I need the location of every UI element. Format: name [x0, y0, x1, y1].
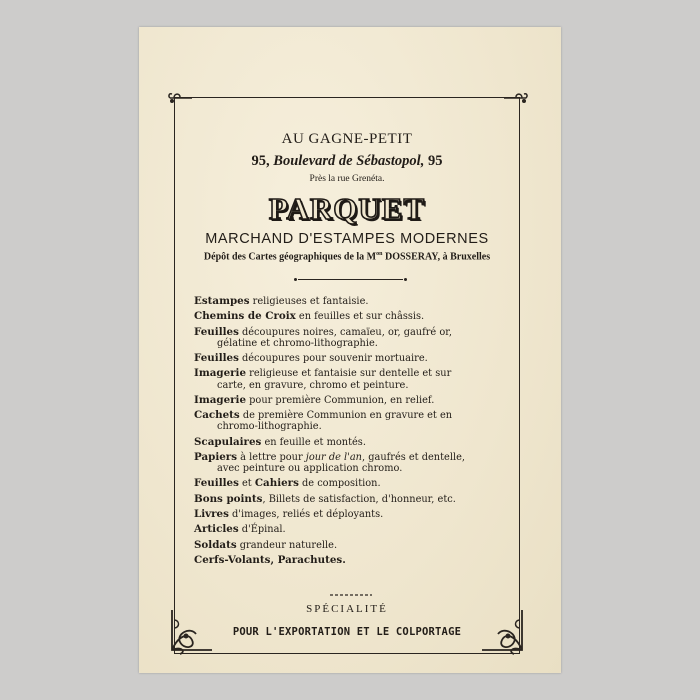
- address-street: Boulevard de Sébastopol,: [273, 153, 425, 169]
- product-list: [194, 296, 512, 570]
- item-text: religieuses et fantaisie.: [249, 296, 369, 307]
- depot-line: [174, 251, 520, 262]
- depot-sup: on: [376, 251, 383, 257]
- depot-prefix: Dépôt des Cartes géographiques de la M: [203, 251, 377, 263]
- corner-ornament-top-left-icon: [166, 90, 196, 114]
- item-text: à lettre pour: [237, 451, 306, 463]
- list-item: [194, 353, 512, 364]
- address-near: Près la rue Grenéta.: [309, 174, 385, 184]
- item-keyword: Livres: [194, 508, 229, 521]
- item-text: de première Communion en gravure et en: [239, 410, 453, 422]
- export-line: POUR L'EXPORTATION ET LE COLPORTAGE: [232, 626, 462, 638]
- item-continuation: gélatine et chromo-lithographie.: [217, 337, 378, 349]
- item-continuation: avec peinture ou application chromo.: [217, 463, 403, 475]
- brand-name-text: PARQUET: [268, 191, 426, 226]
- list-item: [194, 368, 512, 390]
- shop-address: [174, 153, 520, 170]
- item-keyword-secondary: Cahiers: [254, 477, 299, 490]
- item-keyword: Articles: [194, 523, 239, 536]
- item-text-after: , gaufrés et dentelle,: [361, 451, 466, 463]
- item-text-after: de composition.: [298, 478, 381, 490]
- list-item: [194, 478, 512, 489]
- item-keyword: Scapulaires: [194, 435, 262, 448]
- item-keyword: Imagerie: [194, 367, 247, 380]
- list-item: [194, 327, 512, 349]
- list-item: [194, 540, 512, 551]
- list-item: [194, 509, 512, 520]
- item-continuation: chromo-lithographie.: [217, 421, 322, 433]
- item-keyword: Feuilles: [194, 477, 239, 490]
- item-keyword: Bons points: [194, 492, 263, 505]
- item-text: en feuilles et sur châssis.: [295, 311, 425, 323]
- divider-dash-icon: [330, 593, 372, 597]
- item-keyword: Feuilles: [194, 352, 239, 365]
- list-item: [194, 311, 512, 322]
- item-keyword: Chemins de Croix: [194, 310, 296, 323]
- divider-rule: [298, 279, 403, 280]
- item-text: , Billets de satisfaction, d'honneur, etc.: [262, 493, 456, 505]
- item-text: d'images, reliés et déployants.: [228, 509, 384, 521]
- list-item: [194, 296, 512, 307]
- item-keyword: Feuilles: [194, 325, 239, 338]
- list-item: [194, 524, 512, 535]
- item-keyword: Imagerie: [194, 393, 247, 406]
- item-text: pour première Communion, en relief.: [246, 394, 435, 406]
- item-text: religieuse et fantaisie sur dentelle et sur: [246, 368, 452, 380]
- brand-name: [174, 191, 520, 227]
- item-keyword: Cachets: [194, 409, 240, 422]
- item-text: et: [238, 478, 255, 490]
- item-keyword: Cerfs-Volants, Parachutes.: [194, 553, 346, 566]
- address-number-right: 95: [427, 153, 443, 169]
- corner-ornament-top-right-icon: [500, 90, 530, 114]
- item-text: découpures noires, camaïeu, or, gaufré or,: [238, 326, 452, 338]
- item-text: d'Épinal.: [238, 524, 286, 536]
- item-keyword: Estampes: [194, 295, 250, 307]
- list-item: [194, 437, 512, 448]
- item-continuation: carte, en gravure, chromo et peinture.: [217, 379, 409, 391]
- item-text: découpures pour souvenir mortuaire.: [238, 353, 428, 365]
- item-text: grandeur naturelle.: [236, 539, 338, 551]
- item-text: en feuille et montés.: [261, 436, 366, 448]
- shop-name: AU GAGNE-PETIT: [281, 131, 413, 147]
- list-item: [194, 494, 512, 505]
- item-keyword: Soldats: [194, 538, 237, 551]
- list-item: [194, 555, 512, 566]
- address-number-left: 95,: [251, 153, 270, 169]
- specialty-heading: SPÉCIALITÉ: [306, 603, 388, 615]
- list-item: [194, 452, 512, 474]
- list-item: [194, 410, 512, 432]
- depot-suffix: DOSSERAY, à Bruxelles: [382, 251, 491, 263]
- dealer-title: MARCHAND D'ESTAMPES MODERNES: [205, 231, 489, 247]
- list-item: [194, 395, 512, 406]
- item-keyword: Papiers: [194, 450, 238, 463]
- item-emphasis: jour de l'an: [305, 451, 362, 463]
